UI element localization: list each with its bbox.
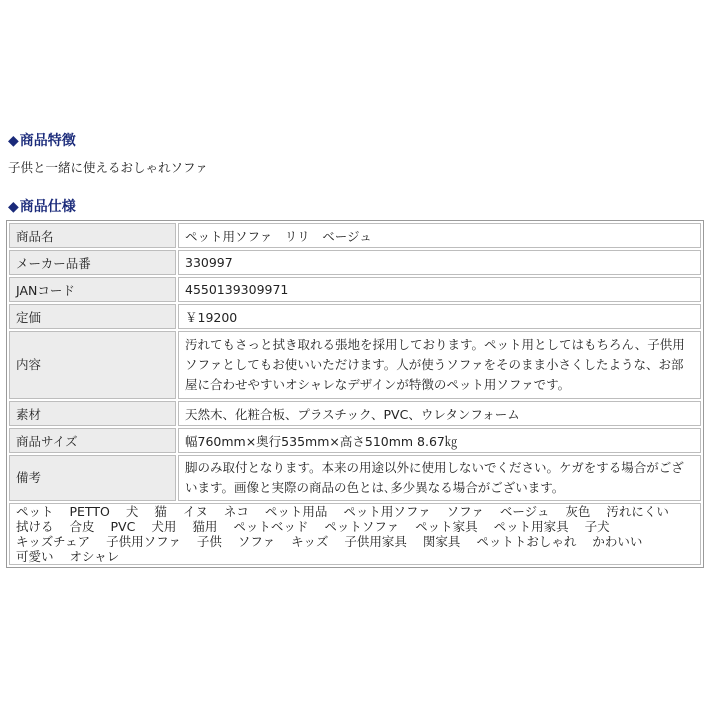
- spec-value: 天然木、化粧合板、プラスチック、PVC、ウレタンフォーム: [178, 401, 701, 426]
- keyword-tag: ペットトおしゃれ: [476, 534, 577, 549]
- keyword-tag: ペット用ソファ: [343, 504, 431, 519]
- keyword-tag: ペット家具: [415, 519, 478, 534]
- features-description: 子供と一緒に使えるおしゃれソファ: [8, 160, 208, 175]
- spec-row-size: [9, 428, 701, 453]
- keyword-tag: 子犬: [584, 519, 610, 534]
- keyword-tag: 関家具: [422, 534, 461, 549]
- keyword-tag: ペット用家具: [493, 519, 569, 534]
- spec-row-notes: [9, 455, 701, 501]
- keyword-tag: ペット用品: [264, 504, 328, 519]
- keyword-tag: 灰色: [565, 504, 591, 519]
- keyword-tag: かわいい: [592, 534, 643, 549]
- spec-row-material: [9, 401, 701, 426]
- keyword-tag: ペットソファ: [324, 519, 400, 534]
- spec-label: 定価: [9, 304, 176, 329]
- spec-value: 330997: [178, 250, 701, 275]
- keyword-tag: キッズ: [291, 534, 329, 549]
- spec-table: [6, 220, 704, 568]
- keyword-tags: [9, 503, 701, 565]
- spec-value: 汚れてもさっと拭き取れる張地を採用しております。ペット用としてはもちろん、子供用ソファとしてもお使いいただけます。人が使うソファをそのまま小さくしたような、お部屋に合わせやすいオシャレなデザインが特徴のペット用ソファです。: [178, 331, 701, 399]
- keyword-tag: ペットベッド: [233, 519, 309, 534]
- keyword-tag: 猫用: [192, 519, 218, 534]
- keyword-tag: ソファ: [237, 534, 276, 549]
- keyword-tag: ペット: [16, 504, 54, 519]
- keyword-tag: ベージュ: [499, 504, 550, 519]
- spec-row-tags: [9, 503, 701, 565]
- spec-label: JANコード: [9, 277, 176, 302]
- spec-label: 内容: [9, 331, 176, 399]
- keyword-tag: 拭ける: [16, 519, 54, 534]
- spec-label: 素材: [9, 401, 176, 426]
- keyword-tag: 合皮: [69, 519, 95, 534]
- diamond-icon: ◆: [8, 133, 19, 149]
- keyword-tag: イヌ: [182, 504, 208, 519]
- keyword-tag: 子供用ソファ: [106, 534, 181, 549]
- keyword-tag: ソファ: [446, 504, 484, 519]
- spec-row-price: [9, 304, 701, 329]
- keyword-tag: キッズチェア: [16, 534, 91, 549]
- keyword-tag: 汚れにくい: [606, 504, 669, 519]
- spec-row-jan-code: [9, 277, 701, 302]
- keyword-tag: オシャレ: [69, 549, 120, 564]
- keyword-tag: 犬用: [151, 519, 177, 534]
- specs-heading: [8, 198, 76, 216]
- specs-heading-label: 商品仕様: [19, 199, 76, 215]
- keyword-tag: 犬: [125, 504, 139, 519]
- spec-value: ￥19200: [178, 304, 701, 329]
- spec-label: 備考: [9, 455, 176, 501]
- spec-value: ペット用ソファ リリ ベージュ: [178, 223, 701, 248]
- keyword-tag: 可愛い: [16, 549, 54, 564]
- spec-row-product-name: [9, 223, 701, 248]
- spec-label: メーカー品番: [9, 250, 176, 275]
- spec-value: 4550139309971: [178, 277, 701, 302]
- keyword-tag: PVC: [110, 519, 136, 534]
- keyword-tag: 子供: [196, 534, 222, 549]
- keyword-tag: 子供用家具: [344, 534, 407, 549]
- spec-row-maker-code: [9, 250, 701, 275]
- features-heading-label: 商品特徴: [19, 133, 76, 149]
- keyword-tag: ネコ: [223, 504, 249, 519]
- spec-row-contents: [9, 331, 701, 399]
- spec-label: 商品名: [9, 223, 176, 248]
- spec-value: 幅760mm×奥行535mm×高さ510mm 8.67㎏: [178, 428, 701, 453]
- keyword-tag: PETTO: [69, 504, 110, 519]
- keyword-tag: 猫: [154, 504, 167, 519]
- spec-value: 脚のみ取付となります。本来の用途以外に使用しないでください。ケガをする場合がございます。画像と実際の商品の色とは､多少異なる場合がございます。: [178, 455, 701, 501]
- spec-label: 商品サイズ: [9, 428, 176, 453]
- diamond-icon: ◆: [8, 199, 19, 215]
- features-heading: [8, 132, 76, 150]
